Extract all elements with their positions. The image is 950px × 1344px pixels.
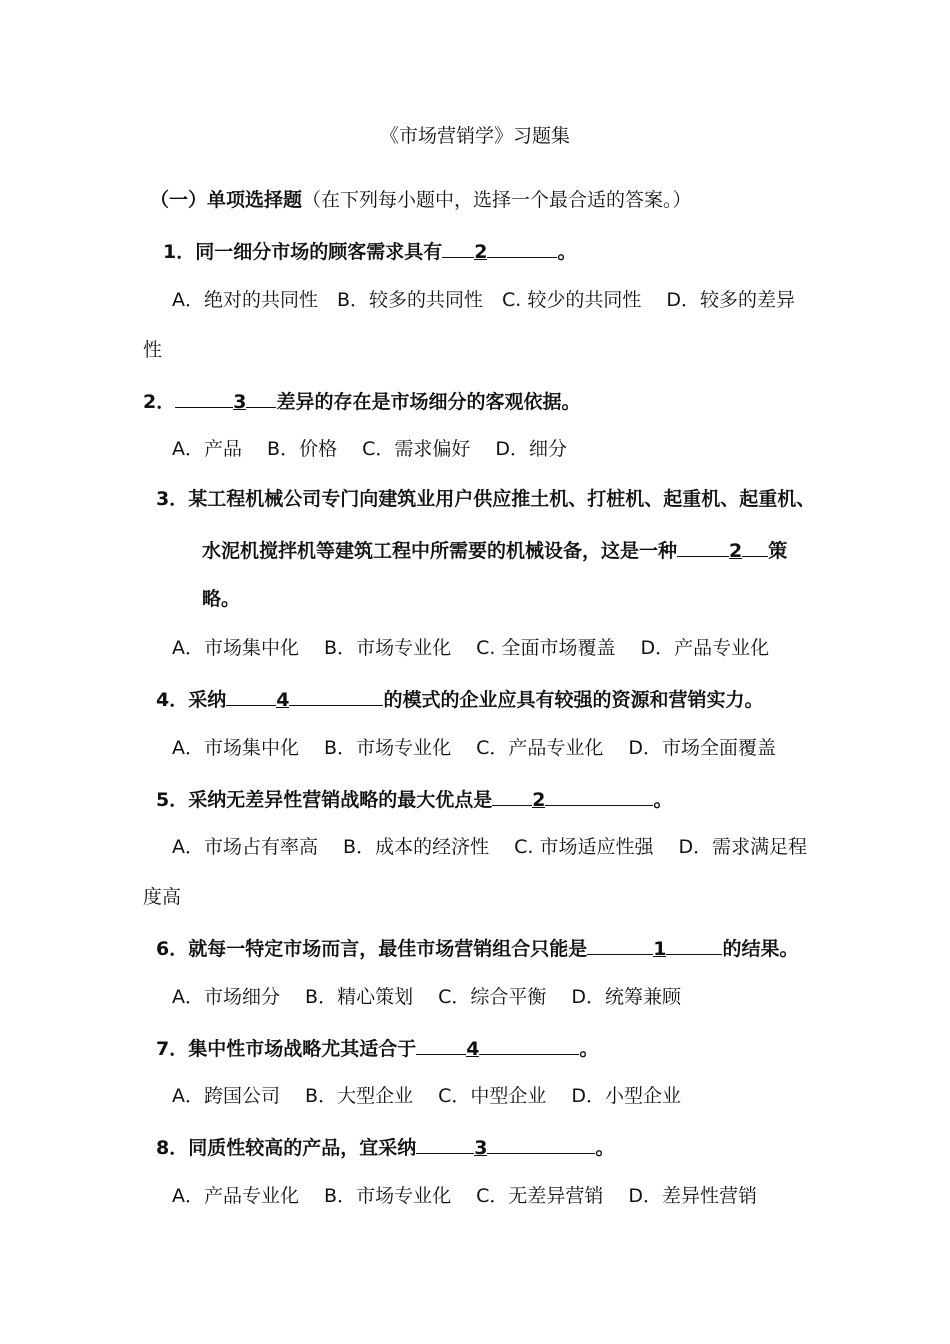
question-1-stem (163, 238, 576, 264)
question-stem-text: 的模式的企业应具有较强的资源和营销实力。 (383, 689, 764, 711)
question-stem-text: 2． (143, 391, 176, 413)
question-3-stem-end: 略。 (202, 588, 241, 610)
question-stem-text: 。 (579, 1038, 599, 1060)
question-3-options: A．市场集中化 B．市场专业化 C. 全面市场覆盖 D．产品专业化 (172, 637, 770, 659)
question-stem-text: 8．同质性较高的产品，宜采纳 (156, 1137, 417, 1159)
question-3-stem: 3．某工程机械公司专门向建筑业用户供应推土机、打桩机、起重机、起重机、 (156, 488, 816, 510)
section-label: （一）单项选择题 (150, 189, 303, 211)
document-title: 《市场营销学》习题集 (379, 125, 570, 147)
answer-blank: 3 (233, 391, 247, 413)
answer-blank: 3 (474, 1137, 488, 1159)
question-stem-text: 的结果。 (722, 938, 799, 960)
answer-blank: 2 (474, 241, 488, 263)
answer-blank: 2 (532, 789, 546, 811)
answer-blank: 1 (653, 938, 667, 960)
question-stem-text: 策 (768, 540, 788, 562)
question-4-options: A．市场集中化 B．市场专业化 C．产品专业化 D．市场全面覆盖 (172, 737, 777, 759)
question-2-options: A．产品 B．价格 C．需求偏好 D．细分 (172, 438, 568, 460)
question-5-options: A．市场占有率高 B．成本的经济性 C. 市场适应性强 D．需求满足程 (172, 836, 808, 858)
question-stem-text: 5．采纳无差异性营销战略的最大优点是 (156, 789, 493, 811)
question-3-stem-cont (202, 537, 787, 563)
question-stem-text: 。 (557, 241, 577, 263)
question-stem-text: 6．就每一特定市场而言，最佳市场营销组合只能是 (156, 938, 588, 960)
question-2-stem (143, 388, 580, 414)
question-stem-text: 1．同一细分市场的顾客需求具有 (163, 241, 443, 263)
question-1-options-cont: 性 (143, 339, 163, 361)
question-stem-text: 。 (595, 1137, 615, 1159)
section-note: （在下列每小题中，选择一个最合适的答案。） (302, 189, 692, 211)
question-stem-text: 。 (653, 789, 673, 811)
question-5-options-cont: 度高 (143, 886, 182, 908)
question-4-stem (156, 686, 763, 712)
question-7-options: A．跨国公司 B．大型企业 C．中型企业 D．小型企业 (172, 1085, 682, 1107)
question-stem-text: 4．采纳 (156, 689, 227, 711)
answer-blank: 2 (729, 540, 743, 562)
question-stem-text: 差异的存在是市场细分的客观依据。 (276, 391, 581, 413)
question-1-options: A．绝对的共同性 B．较多的共同性 C. 较少的共同性 D．较多的差异 (172, 289, 796, 311)
question-6-stem (156, 935, 798, 961)
question-5-stem (156, 786, 672, 812)
question-stem-text: 水泥机搅拌机等建筑工程中所需要的机械设备，这是一种 (202, 540, 678, 562)
question-6-options: A．市场细分 B．精心策划 C．综合平衡 D．统筹兼顾 (172, 986, 682, 1008)
question-7-stem (156, 1035, 598, 1061)
answer-blank: 4 (276, 689, 290, 711)
section-heading (150, 188, 692, 212)
question-stem-text: 7．集中性市场战略尤其适合于 (156, 1038, 417, 1060)
question-8-options: A．产品专业化 B．市场专业化 C．无差异营销 D．差异性营销 (172, 1185, 758, 1207)
question-8-stem (156, 1134, 614, 1160)
answer-blank: 4 (466, 1038, 480, 1060)
